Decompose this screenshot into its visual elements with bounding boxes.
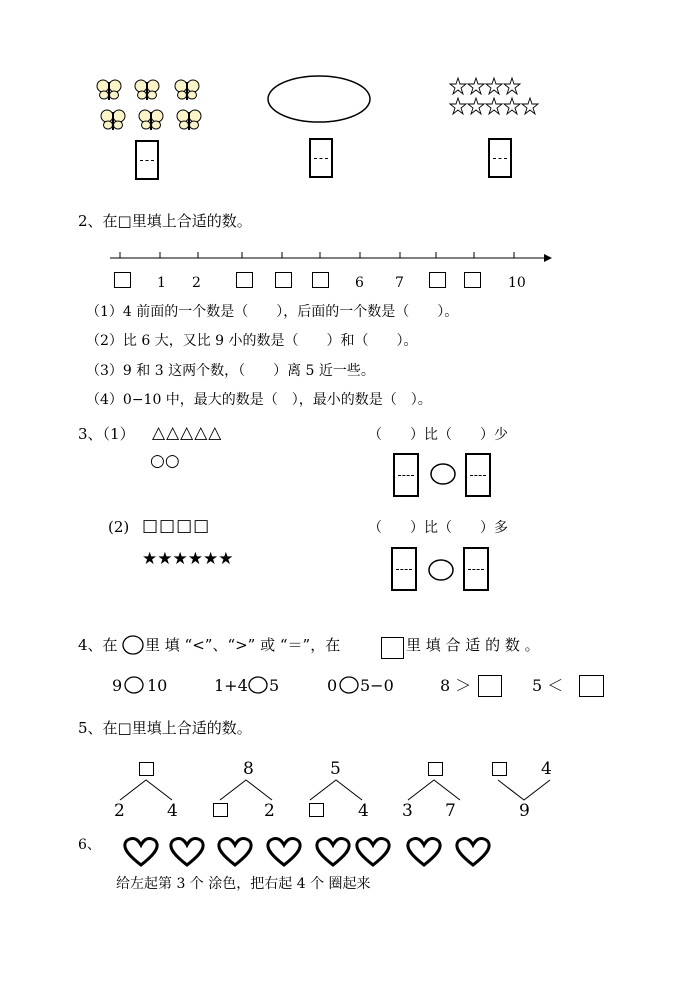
- number-line-label-7: 7: [395, 275, 404, 291]
- hearts-row: [118, 836, 498, 870]
- q4-expr3-right: 5−0: [360, 676, 394, 695]
- number-line-blank-4[interactable]: [275, 272, 292, 288]
- number-line-blank-5[interactable]: [312, 272, 329, 288]
- number-line-blank-8[interactable]: [429, 272, 446, 288]
- q5-tree2-right: 2: [264, 801, 275, 821]
- q4-expr1-left: 9: [112, 676, 123, 695]
- compare-circle-1[interactable]: [429, 462, 457, 486]
- q5-blank-tree3-left[interactable]: [309, 803, 324, 817]
- number-line-label-10: 10: [508, 275, 526, 291]
- q4-answer-box-2[interactable]: [579, 675, 604, 697]
- q3-answer-box-2a[interactable]: [391, 547, 417, 591]
- q5-tree5-bottom: 9: [519, 801, 530, 821]
- q3-title: 3、（1）: [78, 425, 135, 443]
- circle-symbol: [122, 635, 144, 655]
- q3-compare-1: （ ）比（ ）少: [368, 427, 508, 443]
- heart-icon[interactable]: [405, 836, 443, 868]
- q2-title: 2、在□里填上合适的数。: [78, 212, 252, 230]
- q3-squares: □□□□: [142, 516, 211, 536]
- answer-box-oval[interactable]: [309, 138, 333, 178]
- heart-icon[interactable]: [265, 836, 303, 868]
- q4-expr1-right: 10: [147, 676, 168, 695]
- q5-tree1-left: 2: [114, 801, 125, 821]
- q4-compare-circle-1[interactable]: [124, 676, 144, 694]
- q3-triangles: △△△△△: [152, 423, 223, 443]
- heart-icon[interactable]: [454, 836, 492, 868]
- q4-expr3-left: 0: [327, 676, 338, 695]
- q4-compare-circle-2[interactable]: [248, 676, 268, 694]
- q6-instruction: 给左起第 3 个 涂色，把右起 4 个 圈起来: [116, 876, 371, 892]
- heart-icon[interactable]: [168, 836, 206, 868]
- q5-tree1-right: 4: [167, 801, 178, 821]
- q5-title: 5、在□里填上合适的数。: [78, 719, 252, 737]
- q5-blank-tree5-left[interactable]: [492, 762, 507, 776]
- number-line-label-2: 2: [192, 275, 201, 291]
- compare-circle-2[interactable]: [427, 558, 455, 582]
- number-line-label-1: 1: [157, 275, 166, 291]
- heart-icon[interactable]: [354, 836, 392, 868]
- q4-expr4: 8 ＞: [440, 676, 472, 695]
- q5-tree5-right: 4: [541, 759, 552, 779]
- q3-stars: ★★★★★★: [142, 549, 234, 569]
- number-line-blank-9[interactable]: [464, 272, 481, 288]
- heart-icon[interactable]: [216, 836, 254, 868]
- answer-box-stars[interactable]: [488, 138, 512, 178]
- q5-tree4-left: 3: [402, 801, 413, 821]
- q4-expr5: 5 ＜: [532, 676, 564, 695]
- q3-answer-box-1b[interactable]: [465, 453, 491, 497]
- q5-blank-tree1-top[interactable]: [139, 762, 154, 776]
- q4-title-c: 里 填 合 适 的 数 。: [406, 636, 540, 654]
- q3-answer-box-2b[interactable]: [463, 547, 489, 591]
- butterflies-illustration: [96, 78, 212, 136]
- q4-answer-box-1[interactable]: [478, 675, 502, 697]
- q4-expr2-left: 1+4: [214, 676, 248, 695]
- q3-compare-2: （ ）比（ ）多: [368, 520, 508, 536]
- number-line: [110, 248, 554, 268]
- number-line-blank-0[interactable]: [114, 272, 131, 288]
- q2-item-1: （1）4 前面的一个数是（ ），后面的一个数是（ ）。: [86, 304, 459, 320]
- stars-illustration: [448, 76, 546, 118]
- heart-icon[interactable]: [314, 836, 352, 868]
- q3-part2-label: (2): [108, 518, 130, 536]
- q2-item-4: （4）0−10 中，最大的数是（ ），最小的数是（ ）。: [86, 392, 432, 408]
- q4-title-b: 里 填 “<”、“>” 或 “＝”，在: [145, 636, 341, 654]
- q3-answer-box-1a[interactable]: [393, 453, 419, 497]
- answer-box-butterflies[interactable]: [135, 140, 159, 180]
- q5-tree3-top: 5: [330, 759, 341, 779]
- q4-compare-circle-3[interactable]: [339, 676, 359, 694]
- square-symbol: [381, 637, 404, 659]
- q5-tree2-top: 8: [243, 759, 254, 779]
- heart-icon[interactable]: [122, 836, 160, 868]
- q3-circles: ○○: [150, 451, 180, 471]
- q6-label: 6、: [78, 837, 101, 853]
- q2-item-3: （3）9 和 3 这两个数，（ ）离 5 近一些。: [86, 363, 375, 379]
- number-line-blank-3[interactable]: [236, 272, 253, 288]
- oval-shape: [266, 74, 372, 124]
- q4-expr2-right: 5: [269, 676, 280, 695]
- q4-title-a: 4、在: [78, 636, 118, 654]
- number-line-label-6: 6: [355, 275, 364, 291]
- q5-tree4-right: 7: [445, 801, 456, 821]
- q5-blank-tree4-top[interactable]: [428, 762, 443, 776]
- q2-item-2: （2）比 6 大，又比 9 小的数是（ ）和（ ）。: [86, 333, 418, 349]
- q5-blank-tree2-left[interactable]: [213, 803, 228, 817]
- q5-tree3-right: 4: [358, 801, 369, 821]
